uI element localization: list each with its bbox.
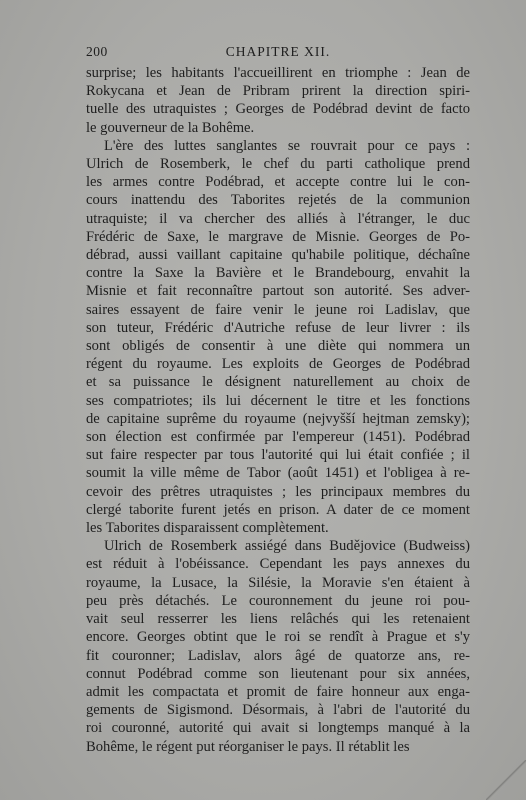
text-line: encore. Georges obtint que le roi se rendît à Prague et s'y: [86, 629, 470, 646]
paragraph-2: [86, 137, 470, 537]
chapter-title: CHAPITRE XII.: [225, 44, 331, 59]
paragraph-3: [86, 537, 470, 755]
text-line: gements de Sigismond. Désormais, à l'abri de l'autorité du: [86, 702, 470, 719]
text-line: sont obligés de consentir à une diète qui nommera un: [86, 338, 470, 355]
text-line: clergé taborite furent jetés en prison. A dater de ce moment: [86, 501, 470, 518]
text-line: vait seul resserrer les liens relâchés qui les retenaient: [86, 611, 470, 628]
text-line: les Taborites disparaissent complètement.: [86, 520, 329, 537]
text-line: Rokycana et Jean de Pribram prirent la direction spiri-: [86, 83, 470, 100]
paragraph-1: [86, 64, 470, 137]
text-line: utraquiste; il va chercher des alliés à l'étranger, le duc: [86, 210, 470, 227]
text-line: roi couronné, autorité qui avait si longtemps manqué à la: [86, 720, 470, 737]
text-line: Bohême, le régent put réorganiser le pays. Il rétablit les: [86, 738, 410, 755]
text-line: de capitaine suprême du royaume (nejvyšší hejtman zemsky);: [86, 410, 470, 427]
text-line: Misnie et fait reconnaître partout son autorité. Ses adver-: [86, 283, 470, 300]
text-line: régent du royaume. Les exploits de Georges de Podébrad: [86, 356, 470, 373]
text-line: contre la Saxe la Bavière et le Brandebourg, envahit la: [86, 265, 470, 282]
body-text: [86, 64, 470, 756]
text-line: tuelle des utraquistes ; Georges de Podébrad devint de facto: [86, 101, 470, 118]
text-line: débrad, aussi vaillant capitaine qu'habile politique, déchaîne: [86, 247, 470, 264]
text-line: surprise; les habitants l'accueillirent en triomphe : Jean de: [86, 65, 470, 81]
text-line: les armes contre Podébrad, et accepte contre lui le con-: [86, 174, 470, 191]
text-line: saires essayent de faire venir le jeune roi Ladislav, que: [86, 301, 470, 318]
text-line: ses compatriotes; ils lui décernent le titre et les fonctions: [86, 392, 470, 409]
text-line: cours inattendu des Taborites rejetés de la communion: [86, 192, 470, 209]
text-line: son tuteur, Frédéric d'Autriche refuse de leur livrer : ils: [86, 319, 470, 336]
text-line: et sa puissance le désignent naturellement au choix de: [86, 374, 470, 391]
page-corner-crease: [486, 760, 526, 800]
text-line: peu près détachés. Le couronnement du jeune roi pou-: [86, 592, 470, 609]
text-line: Frédéric de Saxe, le margrave de Misnie. Georges de Po-: [86, 228, 470, 245]
text-line: est réduit à l'obéissance. Cependant les pays annexes du: [86, 556, 470, 573]
text-line: sut faire respecter par tous l'autorité qui lui était confiée ; il: [86, 447, 470, 464]
text-line: admit les compactata et promit de faire honneur aux enga-: [86, 683, 470, 700]
running-header: [86, 44, 470, 62]
text-line: L'ère des luttes sanglantes se rouvrait pour ce pays :: [104, 137, 470, 154]
text-line: cevoir des prêtres utraquistes ; les principaux membres du: [86, 483, 470, 500]
text-line: Ulrich de Rosemberk assiégé dans Budějovice (Budweiss): [104, 538, 470, 555]
text-line: Ulrich de Rosemberk, le chef du parti catholique prend: [86, 156, 470, 173]
text-line: fit couronner; Ladislav, alors âgé de quatorze ans, re-: [86, 647, 470, 664]
text-line: le gouverneur de la Bohême.: [86, 119, 255, 136]
text-line: royaume, la Lusace, la Silésie, la Moravie s'en étaient à: [86, 574, 470, 591]
page-number: 200: [86, 44, 108, 59]
text-line: son élection est confirmée par l'empereur (1451). Podébrad: [86, 429, 470, 446]
text-line: soumit la ville même de Tabor (août 1451) et l'obligea à re-: [86, 465, 470, 482]
text-line: connut Podébrad comme son lieutenant pour six années,: [86, 665, 470, 682]
